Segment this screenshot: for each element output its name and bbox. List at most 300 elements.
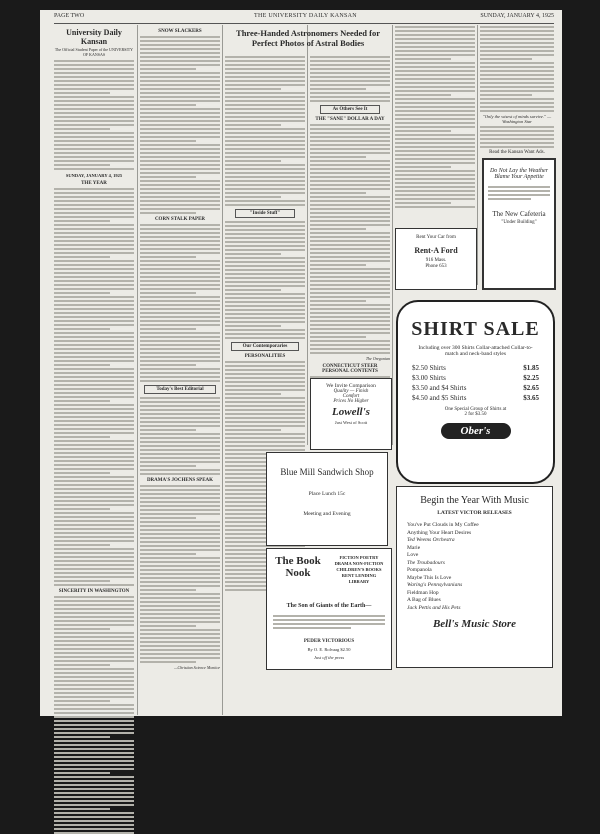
text-line	[140, 224, 220, 226]
text-line	[54, 776, 134, 778]
text-line	[225, 56, 305, 58]
text-line	[310, 140, 390, 142]
masthead-rule	[54, 23, 554, 24]
text-line	[480, 46, 554, 48]
text-line	[140, 308, 220, 310]
text-line	[395, 58, 451, 60]
text-line	[395, 42, 475, 44]
text-line	[54, 132, 134, 134]
music-release-item: Anything Your Heart Desires	[407, 529, 472, 536]
text-line	[54, 360, 134, 362]
shirt-price-row	[412, 393, 539, 403]
text-line	[54, 628, 110, 630]
text-line	[140, 320, 220, 322]
text-line	[225, 72, 305, 74]
text-line	[54, 800, 134, 802]
text-line	[54, 188, 134, 190]
text-line	[140, 252, 220, 254]
shirt-price-label: $3.00 Shirts	[412, 374, 446, 382]
bells-brand: Bell's Music Store	[432, 618, 517, 630]
text-line	[225, 88, 281, 90]
text-line	[54, 392, 134, 394]
text-line	[140, 637, 220, 639]
text-line	[54, 536, 134, 538]
text-line	[140, 148, 220, 150]
text-line	[54, 552, 134, 554]
text-line	[54, 720, 134, 722]
text-line	[225, 76, 305, 78]
text-line	[480, 138, 554, 140]
contemporaries-box: Our Contemporaries	[231, 342, 299, 351]
article-snow	[140, 36, 220, 214]
text-line	[54, 736, 110, 738]
text-line	[225, 449, 305, 451]
text-line	[54, 744, 134, 746]
paper-nameplate: University Daily Kansan	[66, 28, 122, 46]
text-line	[395, 206, 475, 208]
text-line	[225, 409, 305, 411]
text-line	[54, 332, 134, 334]
text-line	[54, 772, 110, 774]
text-line	[54, 68, 134, 70]
text-line	[140, 44, 220, 46]
text-line	[310, 180, 390, 182]
text-line	[54, 732, 134, 734]
text-line	[54, 200, 134, 202]
text-line	[225, 148, 305, 150]
text-line	[225, 325, 281, 327]
text-line	[54, 208, 134, 210]
text-line	[54, 784, 134, 786]
text-line	[395, 134, 475, 136]
text-line	[140, 204, 220, 206]
text-line	[225, 417, 305, 419]
text-line	[54, 556, 134, 558]
text-line	[480, 142, 554, 144]
best-editorial-box: Today's Best Editorial	[144, 385, 216, 394]
headline-connecticut: CONNECTICUT STEER PERSONAL CONTENTS	[322, 364, 378, 374]
text-line	[140, 421, 220, 423]
newspaper-page	[40, 10, 562, 716]
shirt-price-value: $1.85	[523, 364, 539, 372]
text-line	[140, 344, 220, 346]
text-line	[54, 436, 110, 438]
text-line	[395, 182, 475, 184]
text-line	[140, 509, 220, 511]
text-line	[140, 473, 220, 475]
text-line	[140, 364, 196, 366]
text-line	[480, 38, 554, 40]
text-line	[54, 712, 134, 714]
rent-ad-line1: Rent Your Car from	[416, 235, 456, 240]
text-line	[54, 216, 134, 218]
text-line	[480, 82, 554, 84]
text-line	[54, 420, 134, 422]
text-line	[140, 136, 220, 138]
text-line	[140, 525, 220, 527]
shirt-price-value: $2.25	[523, 374, 539, 382]
text-line	[140, 425, 220, 427]
text-line	[310, 56, 390, 58]
text-line	[54, 768, 134, 770]
text-line	[140, 513, 220, 515]
text-line	[225, 176, 305, 178]
text-line	[140, 180, 220, 182]
text-line	[140, 168, 220, 170]
text-line	[140, 36, 220, 38]
text-line	[225, 285, 305, 287]
text-line	[395, 70, 475, 72]
page-number: PAGE TWO	[54, 13, 85, 19]
text-line	[54, 128, 110, 130]
text-line	[225, 289, 281, 291]
text-line	[54, 568, 134, 570]
headline-sane-dollar: THE "SANE" DOLLAR A DAY	[315, 117, 385, 122]
text-line	[140, 156, 220, 158]
shirt-sale-footer: One Special Group of Shirts at	[444, 407, 507, 412]
text-line	[140, 144, 220, 146]
text-line	[54, 228, 134, 230]
text-line	[225, 116, 305, 118]
text-line	[54, 676, 134, 678]
music-release-item: Pompanola	[407, 567, 432, 573]
headline-personalities: PERSONALITIES	[244, 354, 286, 359]
text-line	[54, 368, 134, 370]
credit-oregonian: The Oregonian	[365, 356, 390, 361]
text-line	[225, 200, 305, 202]
text-line	[54, 72, 134, 74]
text-line	[225, 184, 305, 186]
text-line	[54, 492, 134, 494]
text-line	[310, 268, 390, 270]
text-line	[140, 104, 196, 106]
text-line	[225, 281, 305, 283]
text-line	[310, 92, 390, 94]
text-line	[140, 569, 220, 571]
text-line	[54, 528, 134, 530]
text-line	[140, 212, 196, 214]
text-line	[225, 128, 305, 130]
text-line	[54, 400, 110, 402]
text-line	[310, 296, 390, 298]
text-line	[395, 146, 475, 148]
text-line	[54, 656, 134, 658]
text-line	[140, 405, 220, 407]
text-line	[140, 152, 220, 154]
text-line	[54, 404, 134, 406]
text-line	[395, 194, 475, 196]
column-rule	[222, 25, 223, 715]
text-line	[480, 62, 554, 64]
text-line	[140, 192, 220, 194]
text-line	[140, 433, 220, 435]
text-line	[54, 328, 110, 330]
text-line	[54, 324, 134, 326]
text-line	[54, 472, 110, 474]
text-line	[54, 520, 134, 522]
text-line	[54, 64, 134, 66]
text-line	[480, 54, 554, 56]
lowells-brand: Lowell's	[332, 406, 370, 418]
text-line	[54, 728, 134, 730]
text-line	[395, 26, 475, 28]
shirt-price-value: $3.65	[523, 394, 539, 402]
rent-a-ford-ad	[395, 228, 477, 290]
text-line	[54, 140, 134, 142]
text-line	[54, 236, 134, 238]
text-line	[140, 140, 196, 142]
text-line	[54, 508, 110, 510]
text-line	[140, 268, 220, 270]
text-line	[54, 616, 134, 618]
text-line	[54, 96, 134, 98]
text-line	[54, 84, 134, 86]
text-line	[225, 269, 305, 271]
text-line	[140, 260, 220, 262]
text-line	[310, 136, 390, 138]
text-line	[395, 186, 475, 188]
text-line	[54, 612, 134, 614]
text-line	[395, 50, 475, 52]
text-line	[54, 560, 134, 562]
text-line	[140, 469, 220, 471]
text-line	[54, 680, 134, 682]
text-line	[54, 644, 134, 646]
shirt-price-row	[412, 383, 539, 393]
text-line	[225, 225, 305, 227]
article-column-6b	[480, 126, 554, 148]
text-line	[395, 150, 475, 152]
text-line	[310, 84, 390, 86]
text-line	[310, 272, 390, 274]
text-line	[310, 100, 390, 102]
text-line	[140, 240, 220, 242]
text-line	[225, 385, 305, 387]
text-line	[140, 529, 220, 531]
text-line	[140, 272, 220, 274]
text-line	[54, 284, 134, 286]
headline-drama: DRAMA'S JOCHENS SPEAK	[146, 478, 214, 483]
text-line	[54, 380, 134, 382]
paper-subtitle: The Official Student Paper of the UNIVERSITY OF KANSAS	[54, 47, 134, 57]
text-line	[140, 417, 220, 419]
text-line	[54, 476, 134, 478]
text-line	[225, 369, 305, 371]
text-line	[480, 34, 554, 36]
text-line	[310, 192, 366, 194]
text-line	[54, 300, 134, 302]
text-line	[395, 190, 475, 192]
text-line	[310, 260, 390, 262]
cafeteria-line1: Do Not Lay the Weather Blame Your Appetite	[489, 168, 549, 180]
text-line	[225, 112, 305, 114]
music-release-item: The Troubadours	[407, 559, 445, 566]
text-line	[310, 220, 390, 222]
text-line	[54, 652, 134, 654]
text-line	[140, 409, 220, 411]
text-line	[310, 232, 390, 234]
text-line	[54, 320, 134, 322]
text-line	[310, 224, 390, 226]
text-line	[140, 184, 220, 186]
text-line	[480, 134, 554, 136]
text-line	[225, 132, 305, 134]
text-line	[480, 86, 554, 88]
text-line	[310, 344, 390, 346]
text-line	[225, 237, 305, 239]
text-line	[54, 792, 134, 794]
text-line	[140, 461, 220, 463]
text-line	[225, 204, 305, 206]
lowells-line1: We Invite Comparison	[326, 383, 376, 389]
text-line	[54, 496, 134, 498]
text-line	[225, 429, 281, 431]
text-line	[140, 533, 220, 535]
text-line	[140, 52, 220, 54]
text-line	[140, 633, 220, 635]
lowells-line2: Quality — Finish	[333, 389, 369, 394]
text-line	[395, 110, 475, 112]
rent-ad-brand: Rent-A Ford	[414, 246, 458, 255]
text-line	[140, 493, 220, 495]
text-line	[395, 118, 475, 120]
text-line	[310, 128, 390, 130]
text-line	[54, 148, 134, 150]
text-line	[54, 812, 134, 814]
text-line	[140, 64, 220, 66]
text-line	[140, 613, 220, 615]
text-line	[54, 500, 134, 502]
text-line	[54, 820, 134, 822]
shirt-price-label: $3.50 and $4 Shirts	[412, 384, 467, 392]
text-line	[140, 160, 220, 162]
text-line	[54, 280, 134, 282]
text-line	[395, 90, 475, 92]
text-line	[54, 808, 110, 810]
text-line	[54, 796, 134, 798]
text-line	[54, 696, 134, 698]
text-line	[140, 573, 220, 575]
text-line	[54, 444, 134, 446]
text-line	[225, 172, 305, 174]
text-line	[54, 152, 134, 154]
text-line	[140, 312, 220, 314]
text-line	[225, 164, 305, 166]
text-line	[140, 208, 220, 210]
text-line	[480, 50, 554, 52]
text-line	[140, 376, 220, 378]
text-line	[225, 305, 305, 307]
text-line	[310, 80, 390, 82]
text-line	[480, 74, 554, 76]
text-line	[140, 196, 220, 198]
text-line	[310, 156, 366, 158]
text-line	[54, 756, 134, 758]
text-line	[54, 364, 110, 366]
text-line	[54, 272, 134, 274]
text-line	[310, 152, 390, 154]
text-line	[140, 380, 220, 382]
text-line	[310, 324, 390, 326]
text-line	[140, 625, 196, 627]
text-line	[140, 360, 220, 362]
text-line	[140, 68, 196, 70]
text-line	[140, 605, 220, 607]
text-line	[54, 660, 134, 662]
text-line	[395, 86, 475, 88]
text-line	[140, 645, 220, 647]
text-line	[54, 268, 134, 270]
text-line	[54, 164, 110, 166]
text-line	[140, 657, 220, 659]
text-line	[140, 164, 220, 166]
text-line	[225, 329, 305, 331]
text-line	[225, 120, 305, 122]
text-line	[54, 372, 134, 374]
text-line	[225, 136, 305, 138]
text-line	[310, 212, 390, 214]
text-line	[140, 40, 220, 42]
text-line	[140, 577, 220, 579]
text-line	[310, 132, 390, 134]
cafeteria-name: The New Cafeteria	[492, 210, 546, 218]
text-line	[54, 740, 134, 742]
shirt-price-row	[412, 363, 539, 373]
music-release-item: Jack Pettis and His Pets	[407, 604, 461, 611]
text-line	[310, 340, 390, 342]
text-line	[225, 229, 305, 231]
text-line	[140, 617, 220, 619]
text-line	[54, 828, 134, 830]
text-line	[140, 48, 220, 50]
article-sincerity	[54, 596, 134, 834]
text-line	[225, 249, 305, 251]
text-line	[140, 172, 220, 174]
text-line	[395, 38, 475, 40]
text-line	[225, 425, 305, 427]
text-line	[310, 64, 390, 66]
text-line	[225, 68, 305, 70]
text-line	[310, 168, 390, 170]
text-line	[140, 316, 220, 318]
text-line	[140, 661, 196, 663]
text-line	[54, 640, 134, 642]
text-line	[310, 228, 366, 230]
text-line	[54, 356, 134, 358]
text-line	[54, 604, 134, 606]
text-line	[54, 308, 134, 310]
text-line	[140, 232, 220, 234]
inside-stuff-box: "Inside Stuff"	[235, 209, 295, 218]
text-line	[310, 164, 390, 166]
text-line	[54, 688, 134, 690]
article-inside-stuff	[225, 221, 305, 339]
text-line	[54, 692, 134, 694]
text-line	[310, 348, 390, 350]
text-line	[225, 397, 305, 399]
text-line	[225, 100, 305, 102]
text-line	[54, 412, 134, 414]
text-line	[54, 504, 134, 506]
cafeteria-location: "Under Building"	[501, 220, 537, 225]
text-line	[310, 200, 390, 202]
shirt-price-label: $2.50 Shirts	[412, 364, 446, 372]
article-best-editorial	[140, 397, 220, 475]
cafeteria-ad	[482, 158, 556, 290]
text-line	[310, 216, 390, 218]
text-line	[140, 553, 196, 555]
text-line	[225, 241, 305, 243]
